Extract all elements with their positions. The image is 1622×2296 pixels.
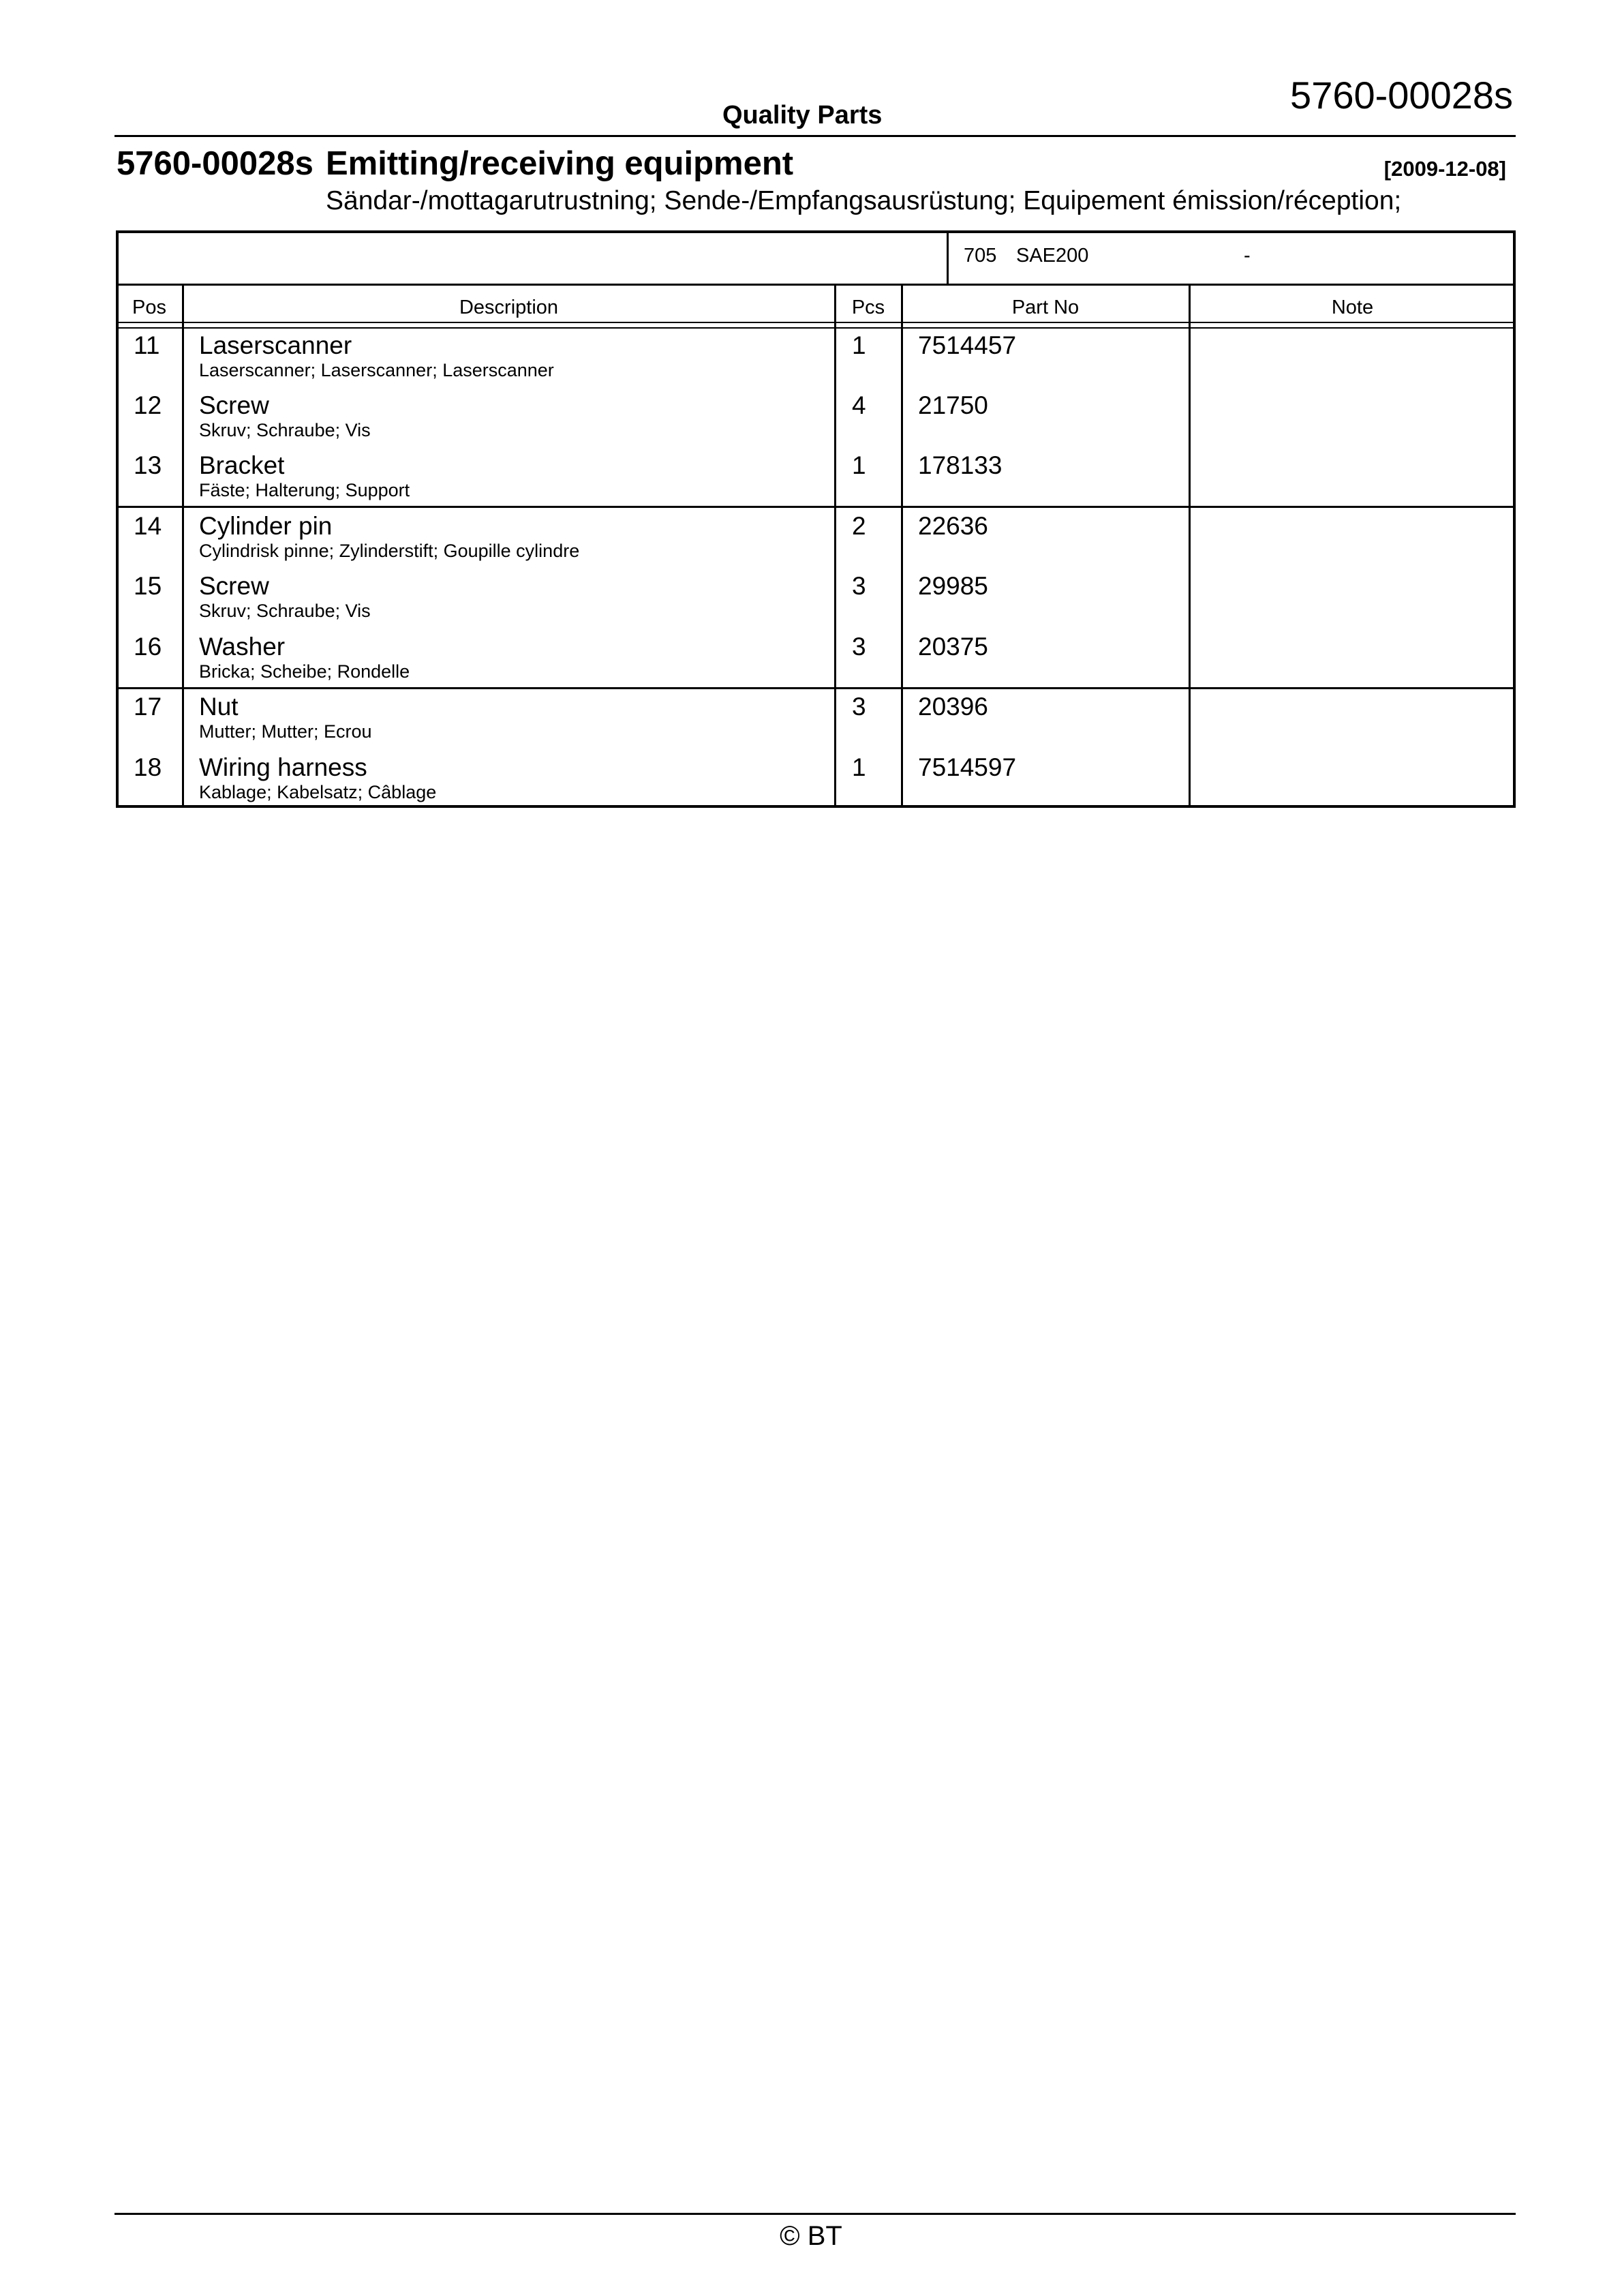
section-number: 5760-00028s — [117, 145, 313, 182]
row-pcs: 2 — [852, 512, 866, 540]
row-description-translations: Skruv; Schraube; Vis — [199, 420, 371, 440]
row-part-no: 20375 — [918, 633, 988, 661]
row-description-translations: Mutter; Mutter; Ecrou — [199, 721, 372, 742]
table-row — [116, 693, 1516, 753]
row-pos: 13 — [134, 451, 162, 479]
row-description: Bracket — [199, 451, 285, 479]
table-row — [116, 572, 1516, 632]
column-header-pcs: Pcs — [851, 297, 885, 318]
row-part-no: 20396 — [918, 693, 988, 721]
table-row — [116, 512, 1516, 572]
row-description: Cylinder pin — [199, 512, 333, 540]
row-description: Laserscanner — [199, 331, 352, 359]
row-description-translations: Kablage; Kabelsatz; Câblage — [199, 782, 437, 802]
column-header-description: Description — [459, 297, 559, 318]
row-pos: 12 — [134, 391, 162, 419]
row-description-translations: Cylindrisk pinne; Zylinderstift; Goupille cylindre — [199, 541, 580, 561]
row-description-translations: Laserscanner; Laserscanner; Laserscanner — [199, 360, 554, 380]
row-pos: 17 — [134, 693, 162, 721]
row-part-no: 29985 — [918, 572, 988, 600]
row-pos: 15 — [134, 572, 162, 600]
model-name: SAE200 — [1016, 245, 1089, 267]
column-header-note: Note — [1331, 297, 1374, 318]
column-header-part-no: Part No — [1011, 297, 1080, 318]
section-title: Emitting/receiving equipment — [326, 145, 794, 182]
group-divider — [116, 506, 1516, 508]
row-pcs: 1 — [852, 451, 866, 479]
row-description: Nut — [199, 693, 239, 721]
footer-divider — [114, 2213, 1516, 2215]
row-description-translations: Bricka; Scheibe; Rondelle — [199, 661, 410, 682]
row-pcs: 4 — [852, 391, 866, 419]
model-range: - — [1244, 245, 1251, 267]
document-number: 5760-00028s — [1290, 74, 1513, 117]
row-pcs: 3 — [852, 633, 866, 661]
header-row-border — [116, 322, 1516, 323]
row-pcs: 1 — [852, 331, 866, 359]
row-part-no: 7514597 — [918, 753, 1017, 781]
model-row-border — [116, 284, 1516, 286]
table-row — [116, 391, 1516, 451]
header-title: Quality Parts — [722, 101, 883, 130]
footer-copyright: © BT — [780, 2221, 842, 2251]
row-part-no: 21750 — [918, 391, 988, 419]
section-translations: Sändar-/mottagarutrustning; Sende-/Empfangsausrüstung; Equipement émission/réception; — [326, 186, 1402, 215]
header-divider — [114, 135, 1516, 137]
row-part-no: 7514457 — [918, 331, 1017, 359]
row-description-translations: Fäste; Halterung; Support — [199, 480, 410, 500]
row-description: Screw — [199, 391, 269, 419]
row-pos: 16 — [134, 633, 162, 661]
group-divider — [116, 687, 1516, 689]
row-pcs: 1 — [852, 753, 866, 781]
row-pcs: 3 — [852, 572, 866, 600]
header-row-border-double — [116, 327, 1516, 329]
row-pos: 18 — [134, 753, 162, 781]
table-row — [116, 633, 1516, 687]
row-description-translations: Skruv; Schraube; Vis — [199, 601, 371, 621]
row-part-no: 178133 — [918, 451, 1003, 479]
column-header-pos: Pos — [132, 297, 166, 318]
row-description: Washer — [199, 633, 286, 661]
row-description: Wiring harness — [199, 753, 367, 781]
table-row — [116, 753, 1516, 806]
model-row-divider — [947, 230, 949, 284]
table-row — [116, 451, 1516, 506]
row-pcs: 3 — [852, 693, 866, 721]
section-date: [2009-12-08] — [1383, 157, 1506, 181]
row-pos: 11 — [134, 331, 160, 359]
model-code: 705 — [964, 245, 997, 267]
row-pos: 14 — [134, 512, 162, 540]
row-description: Screw — [199, 572, 269, 600]
table-row — [116, 331, 1516, 391]
row-part-no: 22636 — [918, 512, 988, 540]
